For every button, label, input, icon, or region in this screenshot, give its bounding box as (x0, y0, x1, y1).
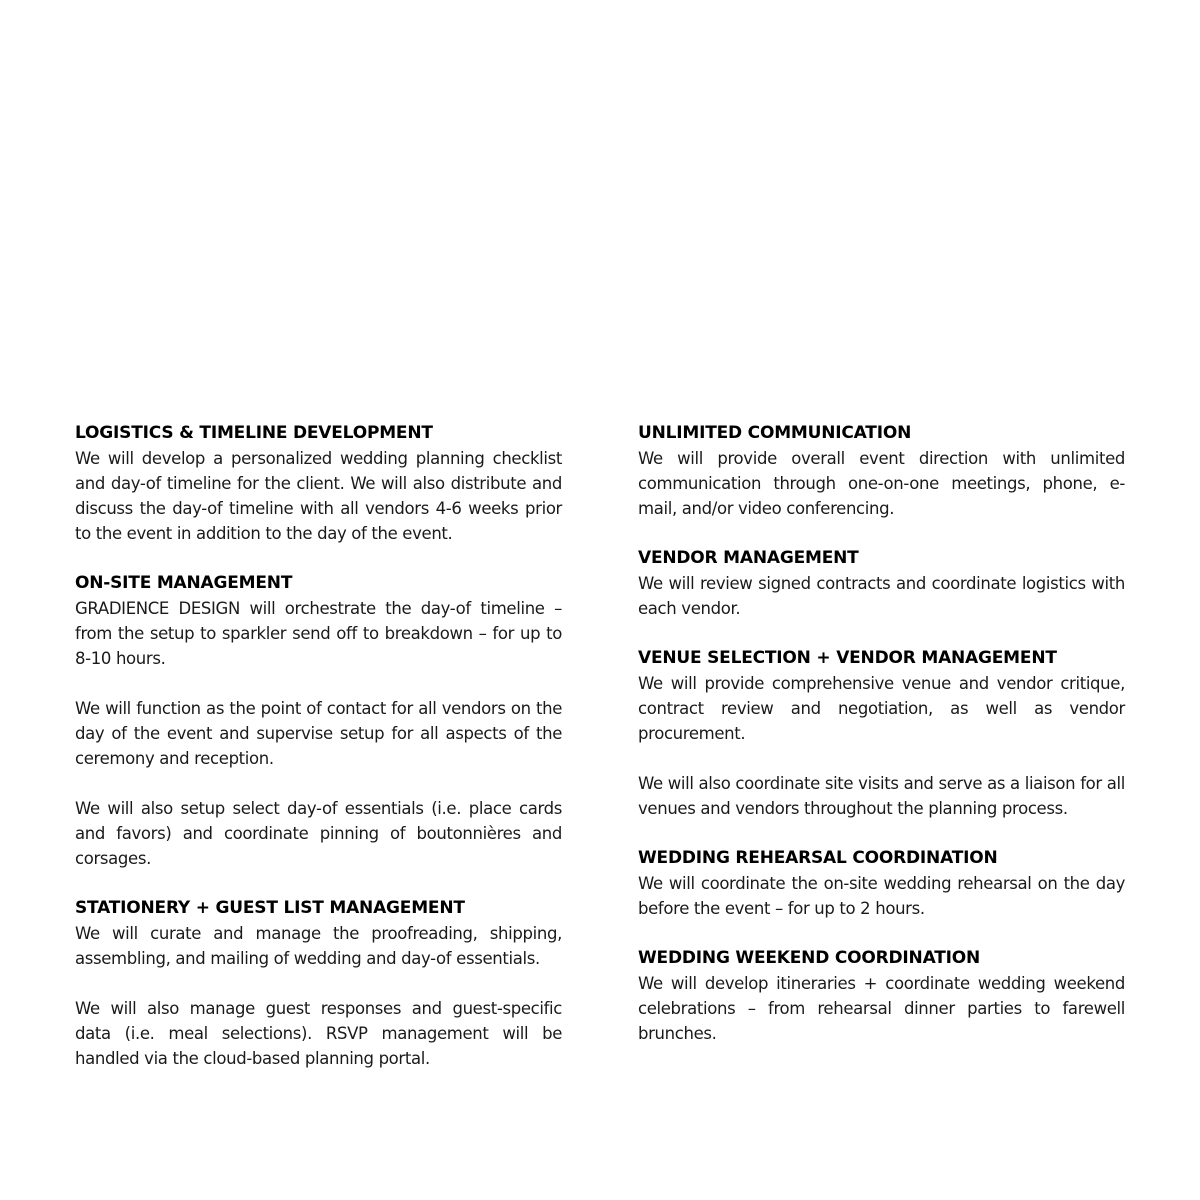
section-on-site-management (75, 571, 562, 871)
section-unlimited-communication (638, 421, 1125, 521)
section-paragraph: GRADIENCE DESIGN will orchestrate the day-of timeline – from the setup to sparkler send off to breakdown – for up to 8-10 hours. (75, 599, 562, 668)
section-paragraph: We will curate and manage the proofreading, shipping, assembling, and mailing of wedding and day-of essentials. (75, 924, 562, 968)
section-venue-selection (638, 646, 1125, 821)
section-vendor-management (638, 546, 1125, 621)
section-paragraph: We will provide comprehensive venue and vendor critique, contract review and negotiation, as well as vendor procurement. (638, 674, 1125, 743)
section-heading: STATIONERY + GUEST LIST MANAGEMENT (75, 898, 465, 918)
section-paragraph: We will also coordinate site visits and serve as a liaison for all venues and vendors throughout the planning process. (638, 774, 1125, 818)
section-heading: WEDDING REHEARSAL COORDINATION (638, 848, 998, 868)
right-column (638, 421, 1125, 1071)
section-paragraph: We will also manage guest responses and guest-specific data (i.e. meal selections). RSVP management will be handled via the cloud-based planning portal. (75, 999, 562, 1068)
section-paragraph: We will coordinate the on-site wedding rehearsal on the day before the event – for up to 2 hours. (638, 874, 1125, 918)
section-heading: WEDDING WEEKEND COORDINATION (638, 948, 981, 968)
section-heading: LOGISTICS & TIMELINE DEVELOPMENT (75, 423, 433, 443)
section-heading: VENUE SELECTION + VENDOR MANAGEMENT (638, 648, 1057, 668)
section-paragraph: We will review signed contracts and coordinate logistics with each vendor. (638, 574, 1125, 618)
section-heading: ON-SITE MANAGEMENT (75, 573, 293, 593)
section-heading: VENDOR MANAGEMENT (638, 548, 859, 568)
section-paragraph: We will develop itineraries + coordinate wedding weekend celebrations – from rehearsal dinner parties to farewell brunches. (638, 974, 1125, 1043)
section-paragraph: We will provide overall event direction with unlimited communication through one-on-one meetings, phone, e-mail, and/or video conferencing. (638, 449, 1125, 518)
section-wedding-rehearsal (638, 846, 1125, 921)
section-stationery-guest-list (75, 896, 562, 1071)
section-wedding-weekend (638, 946, 1125, 1046)
section-paragraph: We will function as the point of contact for all vendors on the day of the event and supervise setup for all aspects of the ceremony and reception. (75, 699, 562, 768)
left-column (75, 421, 562, 1096)
section-paragraph: We will develop a personalized wedding planning checklist and day-of timeline for the client. We will also distribute and discuss the day-of timeline with all vendors 4-6 weeks prior to the event in addition to the day of the event. (75, 449, 562, 543)
section-paragraph: We will also setup select day-of essentials (i.e. place cards and favors) and coordinate pinning of boutonnières and corsages. (75, 799, 562, 868)
section-heading: UNLIMITED COMMUNICATION (638, 423, 912, 443)
section-logistics-timeline (75, 421, 562, 546)
